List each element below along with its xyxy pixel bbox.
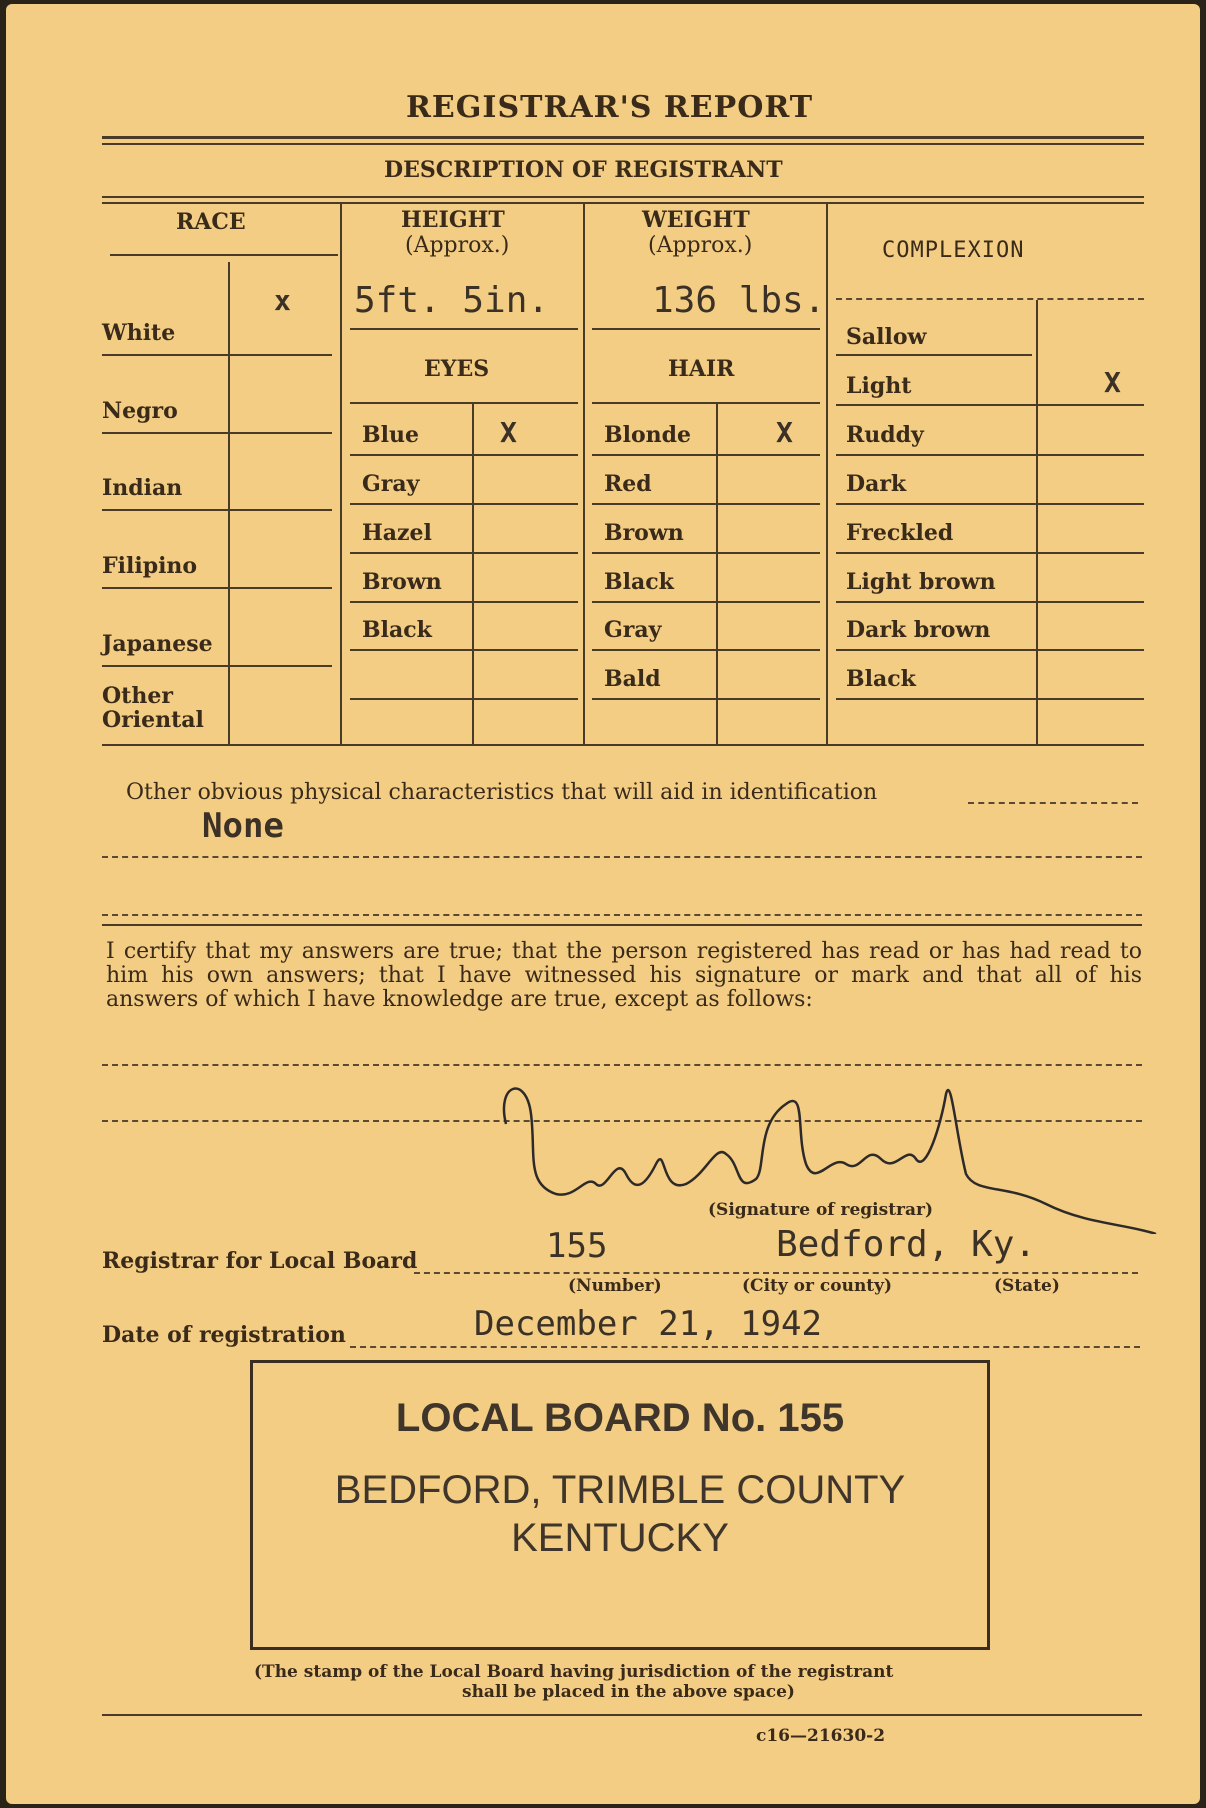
weight-header: WEIGHT — [642, 207, 750, 233]
race-indian: Indian — [102, 475, 183, 501]
form-title: REGISTRAR'S REPORT — [406, 90, 814, 125]
stamp-line-3: KENTUCKY — [511, 1516, 729, 1560]
eyes-row-rule-1 — [350, 454, 578, 456]
eyes-header: EYES — [424, 356, 490, 382]
complexion-row-rule-2 — [836, 404, 1144, 406]
stamp-caption-1: (The stamp of the Local Board having jurisdiction of the registrant — [254, 1662, 894, 1682]
race-other-oriental: Other Oriental — [102, 683, 204, 733]
hair-row-rule-3 — [592, 552, 820, 554]
registrar-report-card — [6, 4, 1200, 1804]
stamp-line-1: LOCAL BOARD No. 155 — [395, 1396, 845, 1440]
registration-date: December 21, 1942 — [474, 1304, 822, 1344]
hair-header: HAIR — [668, 356, 735, 382]
complexion-row-rule-4 — [836, 503, 1144, 505]
section-rule — [102, 196, 1144, 198]
eyes-row-rule-4 — [350, 601, 578, 603]
eyes-mark-blue: X — [500, 416, 517, 449]
number-caption: (Number) — [568, 1276, 662, 1296]
hair-red: Red — [604, 471, 652, 497]
complexion-row-rule-7 — [836, 649, 1144, 651]
col-divider-2 — [583, 202, 585, 744]
complexion-row-rule-5 — [836, 552, 1144, 554]
registration-line — [350, 1346, 1140, 1348]
complexion-freckled: Freckled — [846, 520, 954, 546]
city-caption: (City or county) — [742, 1276, 893, 1296]
hair-row-rule-1 — [592, 454, 820, 456]
physical-label-dots — [968, 802, 1138, 804]
race-filipino: Filipino — [102, 553, 198, 579]
col-divider-3 — [826, 202, 828, 744]
certification-text: I certify that my answers are true; that the person registered has read or has had read to him his own answers; that I have witnessed his signature or mark and that all of his answers of which I have knowledge are true, except as follows: — [106, 939, 1142, 1012]
race-mark-divider — [228, 262, 230, 744]
complexion-mark-divider — [1036, 300, 1038, 744]
local-board-label: Registrar for Local Board — [102, 1248, 418, 1274]
weight-sub: (Approx.) — [648, 233, 753, 258]
local-board-city: Bedford, Ky. — [776, 1224, 1037, 1265]
hair-row-rule-4 — [592, 601, 820, 603]
title-rule — [102, 136, 1144, 139]
complexion-ruddy: Ruddy — [846, 422, 924, 448]
title-rule-2 — [102, 143, 1144, 145]
complexion-header: COMPLEXION — [882, 238, 1025, 263]
race-row-rule-5 — [102, 665, 332, 667]
signature-caption: (Signature of registrar) — [708, 1200, 934, 1220]
complexion-light: Light — [846, 373, 912, 399]
eyes-row-rule-2 — [350, 503, 578, 505]
hair-black: Black — [604, 569, 674, 595]
stamp-caption-2: shall be placed in the above space) — [462, 1682, 795, 1702]
weight-value: 136 lbs. — [652, 280, 826, 321]
hair-blonde: Blonde — [604, 422, 692, 448]
race-japanese: Japanese — [102, 631, 213, 657]
stamp-line-2: BEDFORD, TRIMBLE COUNTY — [334, 1468, 906, 1512]
complexion-dark: Dark — [846, 471, 907, 497]
col-divider-1 — [340, 202, 342, 744]
hair-row-rule-5 — [592, 649, 820, 651]
height-sub: (Approx.) — [405, 233, 510, 258]
eyes-hazel: Hazel — [362, 520, 432, 546]
eyes-brown: Brown — [362, 569, 442, 595]
race-header-rule — [110, 254, 338, 256]
height-rule — [350, 328, 578, 330]
hair-row-rule-2 — [592, 503, 820, 505]
race-negro: Negro — [102, 398, 178, 424]
physical-label: Other obvious physical characteristics that will aid in identification — [126, 780, 878, 805]
eyes-row-rule-3 — [350, 552, 578, 554]
height-header: HEIGHT — [401, 207, 505, 233]
race-white: White — [102, 320, 176, 346]
form-number: c16—21630-2 — [756, 1726, 886, 1746]
complexion-row-rule-1 — [836, 354, 1032, 356]
footer-rule — [102, 1714, 1142, 1716]
physical-line-2 — [102, 914, 1142, 916]
state-caption: (State) — [994, 1276, 1060, 1296]
section-rule-2 — [102, 202, 1144, 204]
eyes-header-rule — [350, 402, 578, 404]
hair-brown: Brown — [604, 520, 684, 546]
complexion-row-rule-6 — [836, 601, 1144, 603]
hair-header-rule — [592, 402, 820, 404]
local-board-number: 155 — [546, 1226, 608, 1266]
physical-line-1 — [102, 856, 1142, 858]
height-value: 5ft. 5in. — [354, 280, 550, 321]
eyes-row-rule-5 — [350, 649, 578, 651]
complexion-row-rule-3 — [836, 454, 1144, 456]
eyes-blue: Blue — [362, 422, 419, 448]
section-title: DESCRIPTION OF REGISTRANT — [384, 157, 783, 183]
hair-row-rule-6 — [592, 698, 820, 700]
race-row-rule-4 — [102, 587, 332, 589]
complexion-header-rule — [836, 298, 1144, 300]
eyes-row-rule-6 — [350, 698, 578, 700]
race-row-rule-2 — [102, 432, 332, 434]
complexion-light-brown: Light brown — [846, 569, 996, 595]
hair-gray: Gray — [604, 617, 662, 643]
complexion-row-rule-8 — [836, 698, 1144, 700]
weight-rule — [592, 328, 820, 330]
race-row-rule-1 — [102, 354, 332, 356]
table-bottom-rule — [102, 744, 1144, 746]
race-header: RACE — [176, 209, 246, 235]
complexion-sallow: Sallow — [846, 324, 927, 350]
eyes-black: Black — [362, 617, 432, 643]
cert-rule — [102, 924, 1142, 926]
registration-label: Date of registration — [102, 1322, 346, 1348]
physical-value: None — [202, 806, 284, 846]
race-mark-white: x — [274, 284, 291, 317]
eyes-gray: Gray — [362, 471, 420, 497]
race-row-rule-3 — [102, 509, 332, 511]
hair-bald: Bald — [604, 666, 661, 692]
hair-mark-blonde: X — [776, 416, 793, 449]
local-board-line — [414, 1272, 1138, 1274]
complexion-dark-brown: Dark brown — [846, 617, 991, 643]
complexion-black: Black — [846, 666, 916, 692]
complexion-mark-light: X — [1104, 366, 1121, 399]
